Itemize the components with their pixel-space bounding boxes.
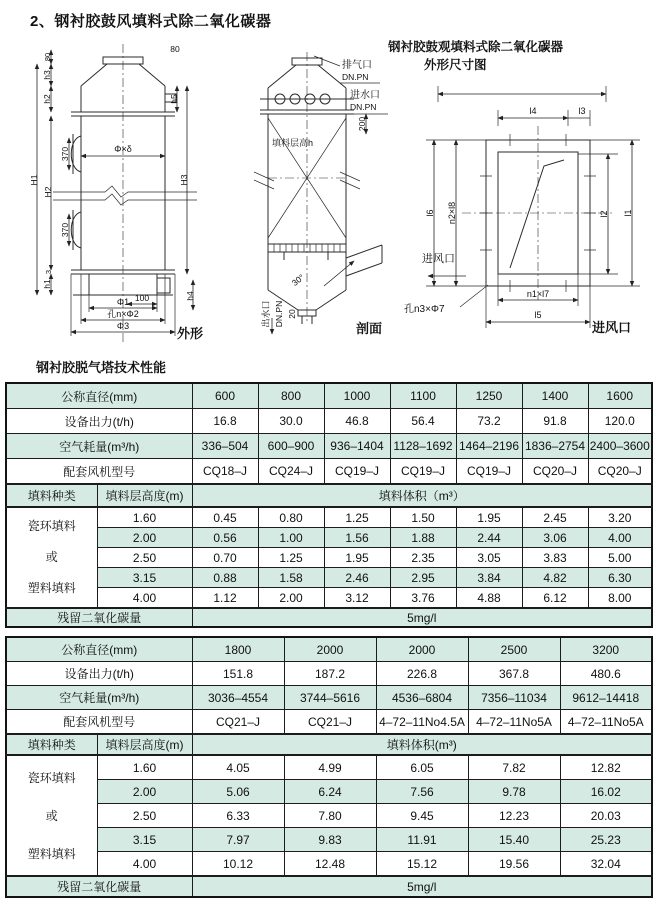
- row-label: 配套风机型号: [6, 459, 192, 485]
- table-cell: 1.95: [324, 548, 390, 568]
- table-section-title: 钢衬胶脱气塔技术性能: [36, 360, 167, 375]
- table-cell: 6.30: [588, 568, 652, 588]
- table-cell: CQ19–J: [456, 459, 522, 485]
- table-cell: 936–1404: [324, 434, 390, 459]
- row-label: 填料种类: [6, 734, 97, 755]
- table-cell: 15.12: [376, 852, 468, 877]
- table-cell: 7.97: [192, 828, 284, 852]
- dim-H2: H2: [43, 186, 53, 198]
- table-cell: 367.8: [468, 662, 560, 686]
- dim-l4: l4: [529, 106, 537, 116]
- table-cell: 4.05: [192, 755, 284, 780]
- dim-l1: l1: [623, 209, 633, 217]
- table-cell: 1.12: [192, 588, 258, 609]
- column-header: 填料体积(m³): [192, 734, 652, 755]
- table-cell: 336–504: [192, 434, 258, 459]
- table-cell: 3.76: [390, 588, 456, 609]
- table-cell: 9.83: [284, 828, 376, 852]
- dim-holes-n3-phi7: 孔n3×Φ7: [404, 304, 445, 315]
- table-cell: 2.95: [390, 568, 456, 588]
- table-cell: 1.50: [390, 507, 456, 528]
- table-cell: 11.91: [376, 828, 468, 852]
- table-cell: 56.4: [390, 409, 456, 434]
- table-cell: 1100: [390, 383, 456, 409]
- table-cell: CQ24–J: [258, 459, 324, 485]
- table-cell: 187.2: [284, 662, 376, 686]
- packing-type-cell: 瓷环填料 或 塑料填料: [6, 755, 97, 876]
- table-cell: 16.02: [560, 780, 652, 804]
- table-cell: 4.99: [284, 755, 376, 780]
- table-cell: 2.00: [97, 528, 192, 548]
- dim-phi1: Φ1: [116, 297, 130, 307]
- outline-drawing-lines: [29, 44, 204, 342]
- dim-80-top: 80: [170, 44, 180, 54]
- table-cell: 1464–2196: [456, 434, 522, 459]
- table-cell: 2.50: [97, 548, 192, 568]
- table-cell: 4.82: [522, 568, 588, 588]
- table-cell: 1128–1692: [390, 434, 456, 459]
- table-cell: 480.6: [560, 662, 652, 686]
- dim-370-b: 370: [60, 222, 70, 238]
- dim-H3: H3: [179, 174, 189, 186]
- exhaust-port-label: 排气口: [342, 60, 372, 71]
- co2-residual-value: 5mg/l: [192, 608, 652, 627]
- table-cell: 1836–2754: [522, 434, 588, 459]
- row-label: 配套风机型号: [6, 710, 192, 735]
- table-cell: 0.88: [192, 568, 258, 588]
- table-cell: 600: [192, 383, 258, 409]
- table-cell: 2.00: [97, 780, 192, 804]
- table-cell: CQ21–J: [284, 710, 376, 735]
- table-cell: 0.70: [192, 548, 258, 568]
- table-cell: 10.12: [192, 852, 284, 877]
- table-cell: CQ19–J: [390, 459, 456, 485]
- table-cell: 6.05: [376, 755, 468, 780]
- table-cell: 3.15: [97, 568, 192, 588]
- table-cell: 16.8: [192, 409, 258, 434]
- water-outlet-label: 出水口: [261, 300, 271, 328]
- table-cell: 7356–11034: [468, 686, 560, 710]
- table-cell: 4.88: [456, 588, 522, 609]
- table-cell: 7.56: [376, 780, 468, 804]
- dim-n1-l7: n1×l7: [526, 289, 550, 299]
- table-cell: 2.45: [522, 507, 588, 528]
- dim-H1: H1: [29, 174, 39, 186]
- table-cell: 226.8: [376, 662, 468, 686]
- table-cell: 4536–6804: [376, 686, 468, 710]
- table-cell: 0.45: [192, 507, 258, 528]
- water-inlet-dn: DN.PN: [350, 102, 377, 112]
- row-label: 填料层高度(m): [97, 484, 192, 507]
- table-cell: 46.8: [324, 409, 390, 434]
- table-cell: 2400–3600: [588, 434, 652, 459]
- row-label: 设备出力(t/h): [6, 409, 192, 434]
- table-cell: 73.2: [456, 409, 522, 434]
- table-cell: 6.12: [522, 588, 588, 609]
- table-cell: 600–900: [258, 434, 324, 459]
- drawing-title-line1: 钢衬胶鼓观填料式除二氧化碳器: [388, 40, 564, 54]
- table-cell: 3744–5616: [284, 686, 376, 710]
- table-cell: CQ20–J: [522, 459, 588, 485]
- table-cell: 12.82: [560, 755, 652, 780]
- table-cell: 3.12: [324, 588, 390, 609]
- table-cell: CQ19–J: [324, 459, 390, 485]
- table-cell: 2.46: [324, 568, 390, 588]
- table-cell: 1.95: [456, 507, 522, 528]
- angle-30-label: 30°: [289, 272, 307, 288]
- table-cell: 0.80: [258, 507, 324, 528]
- table-cell: 9.78: [468, 780, 560, 804]
- row-label: 残留二氧化碳量: [6, 876, 192, 897]
- table-cell: 3.83: [522, 548, 588, 568]
- dim-l3: l3: [578, 106, 586, 116]
- table-cell: 1000: [324, 383, 390, 409]
- table-cell: 3.15: [97, 828, 192, 852]
- row-label: 填料层高度(m): [97, 734, 192, 755]
- table-cell: 3200: [560, 637, 652, 662]
- table-cell: 6.24: [284, 780, 376, 804]
- packing-height-label: 填料层高h: [272, 138, 314, 148]
- exhaust-port-dn: DN.PN: [342, 72, 369, 82]
- dim-phi3: Φ3: [116, 321, 130, 331]
- dim-h5: h5: [169, 94, 179, 104]
- dim-h2: h2: [42, 94, 52, 104]
- table-cell: 1.25: [258, 548, 324, 568]
- table-cell: 3.84: [456, 568, 522, 588]
- table-cell: 91.8: [522, 409, 588, 434]
- row-label: 填料种类: [6, 484, 97, 507]
- inlet-caption: 进风口: [592, 320, 632, 335]
- table-cell: 1.60: [97, 755, 192, 780]
- spec-table-large: [5, 636, 653, 898]
- dim-holes-n-phi2: 孔n×Φ2: [107, 309, 139, 319]
- table-cell: 30.0: [258, 409, 324, 434]
- table-cell: 0.56: [192, 528, 258, 548]
- inlet-drawing: [398, 80, 658, 342]
- table-cell: 12.23: [468, 804, 560, 828]
- table-cell: 1.00: [258, 528, 324, 548]
- table-cell: 5.00: [588, 548, 652, 568]
- table-cell: 1.58: [258, 568, 324, 588]
- table-cell: 1.88: [390, 528, 456, 548]
- dim-20: 20: [287, 309, 297, 319]
- table-cell: 1.25: [324, 507, 390, 528]
- table-cell: 151.8: [192, 662, 284, 686]
- table-cell: 120.0: [588, 409, 652, 434]
- dim-l2: l2: [599, 210, 609, 218]
- table-cell: 1.56: [324, 528, 390, 548]
- table-cell: 3.06: [522, 528, 588, 548]
- table-cell: 4.00: [97, 588, 192, 609]
- outline-drawing: [25, 38, 230, 352]
- column-header: 填料体积（m³）: [192, 484, 652, 507]
- table-cell: 4–72–11No5A: [560, 710, 652, 735]
- table-cell: 1600: [588, 383, 652, 409]
- packing-type-cell: 瓷环填料 或 塑料填料: [6, 507, 97, 608]
- row-label: 设备出力(t/h): [6, 662, 192, 686]
- table-cell: 32.04: [560, 852, 652, 877]
- spec-table-small-wrapper: [5, 382, 653, 628]
- table-cell: 2.50: [97, 804, 192, 828]
- dim-phi-delta: Φ×δ: [114, 144, 132, 154]
- table-cell: 20.03: [560, 804, 652, 828]
- table-cell: 3.20: [588, 507, 652, 528]
- table-cell: CQ21–J: [192, 710, 284, 735]
- table-cell: 1400: [522, 383, 588, 409]
- table-cell: CQ18–J: [192, 459, 258, 485]
- table-cell: 4.00: [97, 852, 192, 877]
- row-label: 空气耗量(m³/h): [6, 686, 192, 710]
- dim-200: 200: [357, 116, 367, 132]
- table-cell: 9612–14418: [560, 686, 652, 710]
- table-cell: 4–72–11No4.5A: [376, 710, 468, 735]
- dim-370-a: 370: [60, 146, 70, 162]
- spec-table-large-wrapper: [5, 636, 653, 898]
- table-cell: 2.35: [390, 548, 456, 568]
- water-inlet-label: 进水口: [350, 90, 380, 101]
- section-caption: 剖面: [356, 321, 383, 336]
- dim-80-left: 80: [43, 52, 52, 62]
- table-cell: 2500: [468, 637, 560, 662]
- table-cell: 2000: [376, 637, 468, 662]
- outline-caption: 外形: [177, 326, 204, 341]
- co2-residual-value: 5mg/l: [192, 876, 652, 897]
- table-cell: 2.44: [456, 528, 522, 548]
- table-cell: 2.00: [258, 588, 324, 609]
- dim-h4: h4: [185, 291, 195, 301]
- dim-h1: h1: [42, 279, 52, 289]
- table-cell: 19.56: [468, 852, 560, 877]
- inlet-drawing-lines: [404, 86, 640, 335]
- spec-table-small: [5, 382, 653, 628]
- dim-l5: l5: [534, 310, 542, 320]
- table-cell: 3.05: [456, 548, 522, 568]
- table-cell: 1800: [192, 637, 284, 662]
- table-cell: 6.33: [192, 804, 284, 828]
- table-cell: 800: [258, 383, 324, 409]
- table-cell: 25.23: [560, 828, 652, 852]
- row-label: 残留二氧化碳量: [6, 608, 192, 627]
- row-label: 公称直径(mm): [6, 637, 192, 662]
- table-cell: 2000: [284, 637, 376, 662]
- drawing-title-line2: 外形尺寸图: [424, 58, 487, 72]
- dim-n2-l8: n2×l8: [447, 201, 457, 225]
- row-label: 空气耗量(m³/h): [6, 434, 192, 459]
- dim-l6: l6: [425, 209, 435, 217]
- row-label: 公称直径(mm): [6, 383, 192, 409]
- table-cell: 1.60: [97, 507, 192, 528]
- table-cell: 15.40: [468, 828, 560, 852]
- table-cell: 9.45: [376, 804, 468, 828]
- page-title: 2、钢衬胶鼓风填料式除二氧化碳器: [30, 13, 272, 30]
- table-cell: 7.82: [468, 755, 560, 780]
- table-cell: 7.80: [284, 804, 376, 828]
- dim-100: 100: [134, 293, 150, 303]
- table-cell: 4.00: [588, 528, 652, 548]
- table-cell: 4–72–11No5A: [468, 710, 560, 735]
- table-cell: 3036–4554: [192, 686, 284, 710]
- table-cell: 1250: [456, 383, 522, 409]
- table-cell: CQ20–J: [588, 459, 652, 485]
- table-cell: 12.48: [284, 852, 376, 877]
- water-outlet-dn: DN.PN: [274, 300, 284, 328]
- dim-3: 3: [44, 269, 53, 275]
- table-cell: 5.06: [192, 780, 284, 804]
- air-inlet-label: 进风口: [422, 253, 455, 265]
- dim-h3: h3: [42, 70, 52, 80]
- table-cell: 8.00: [588, 588, 652, 609]
